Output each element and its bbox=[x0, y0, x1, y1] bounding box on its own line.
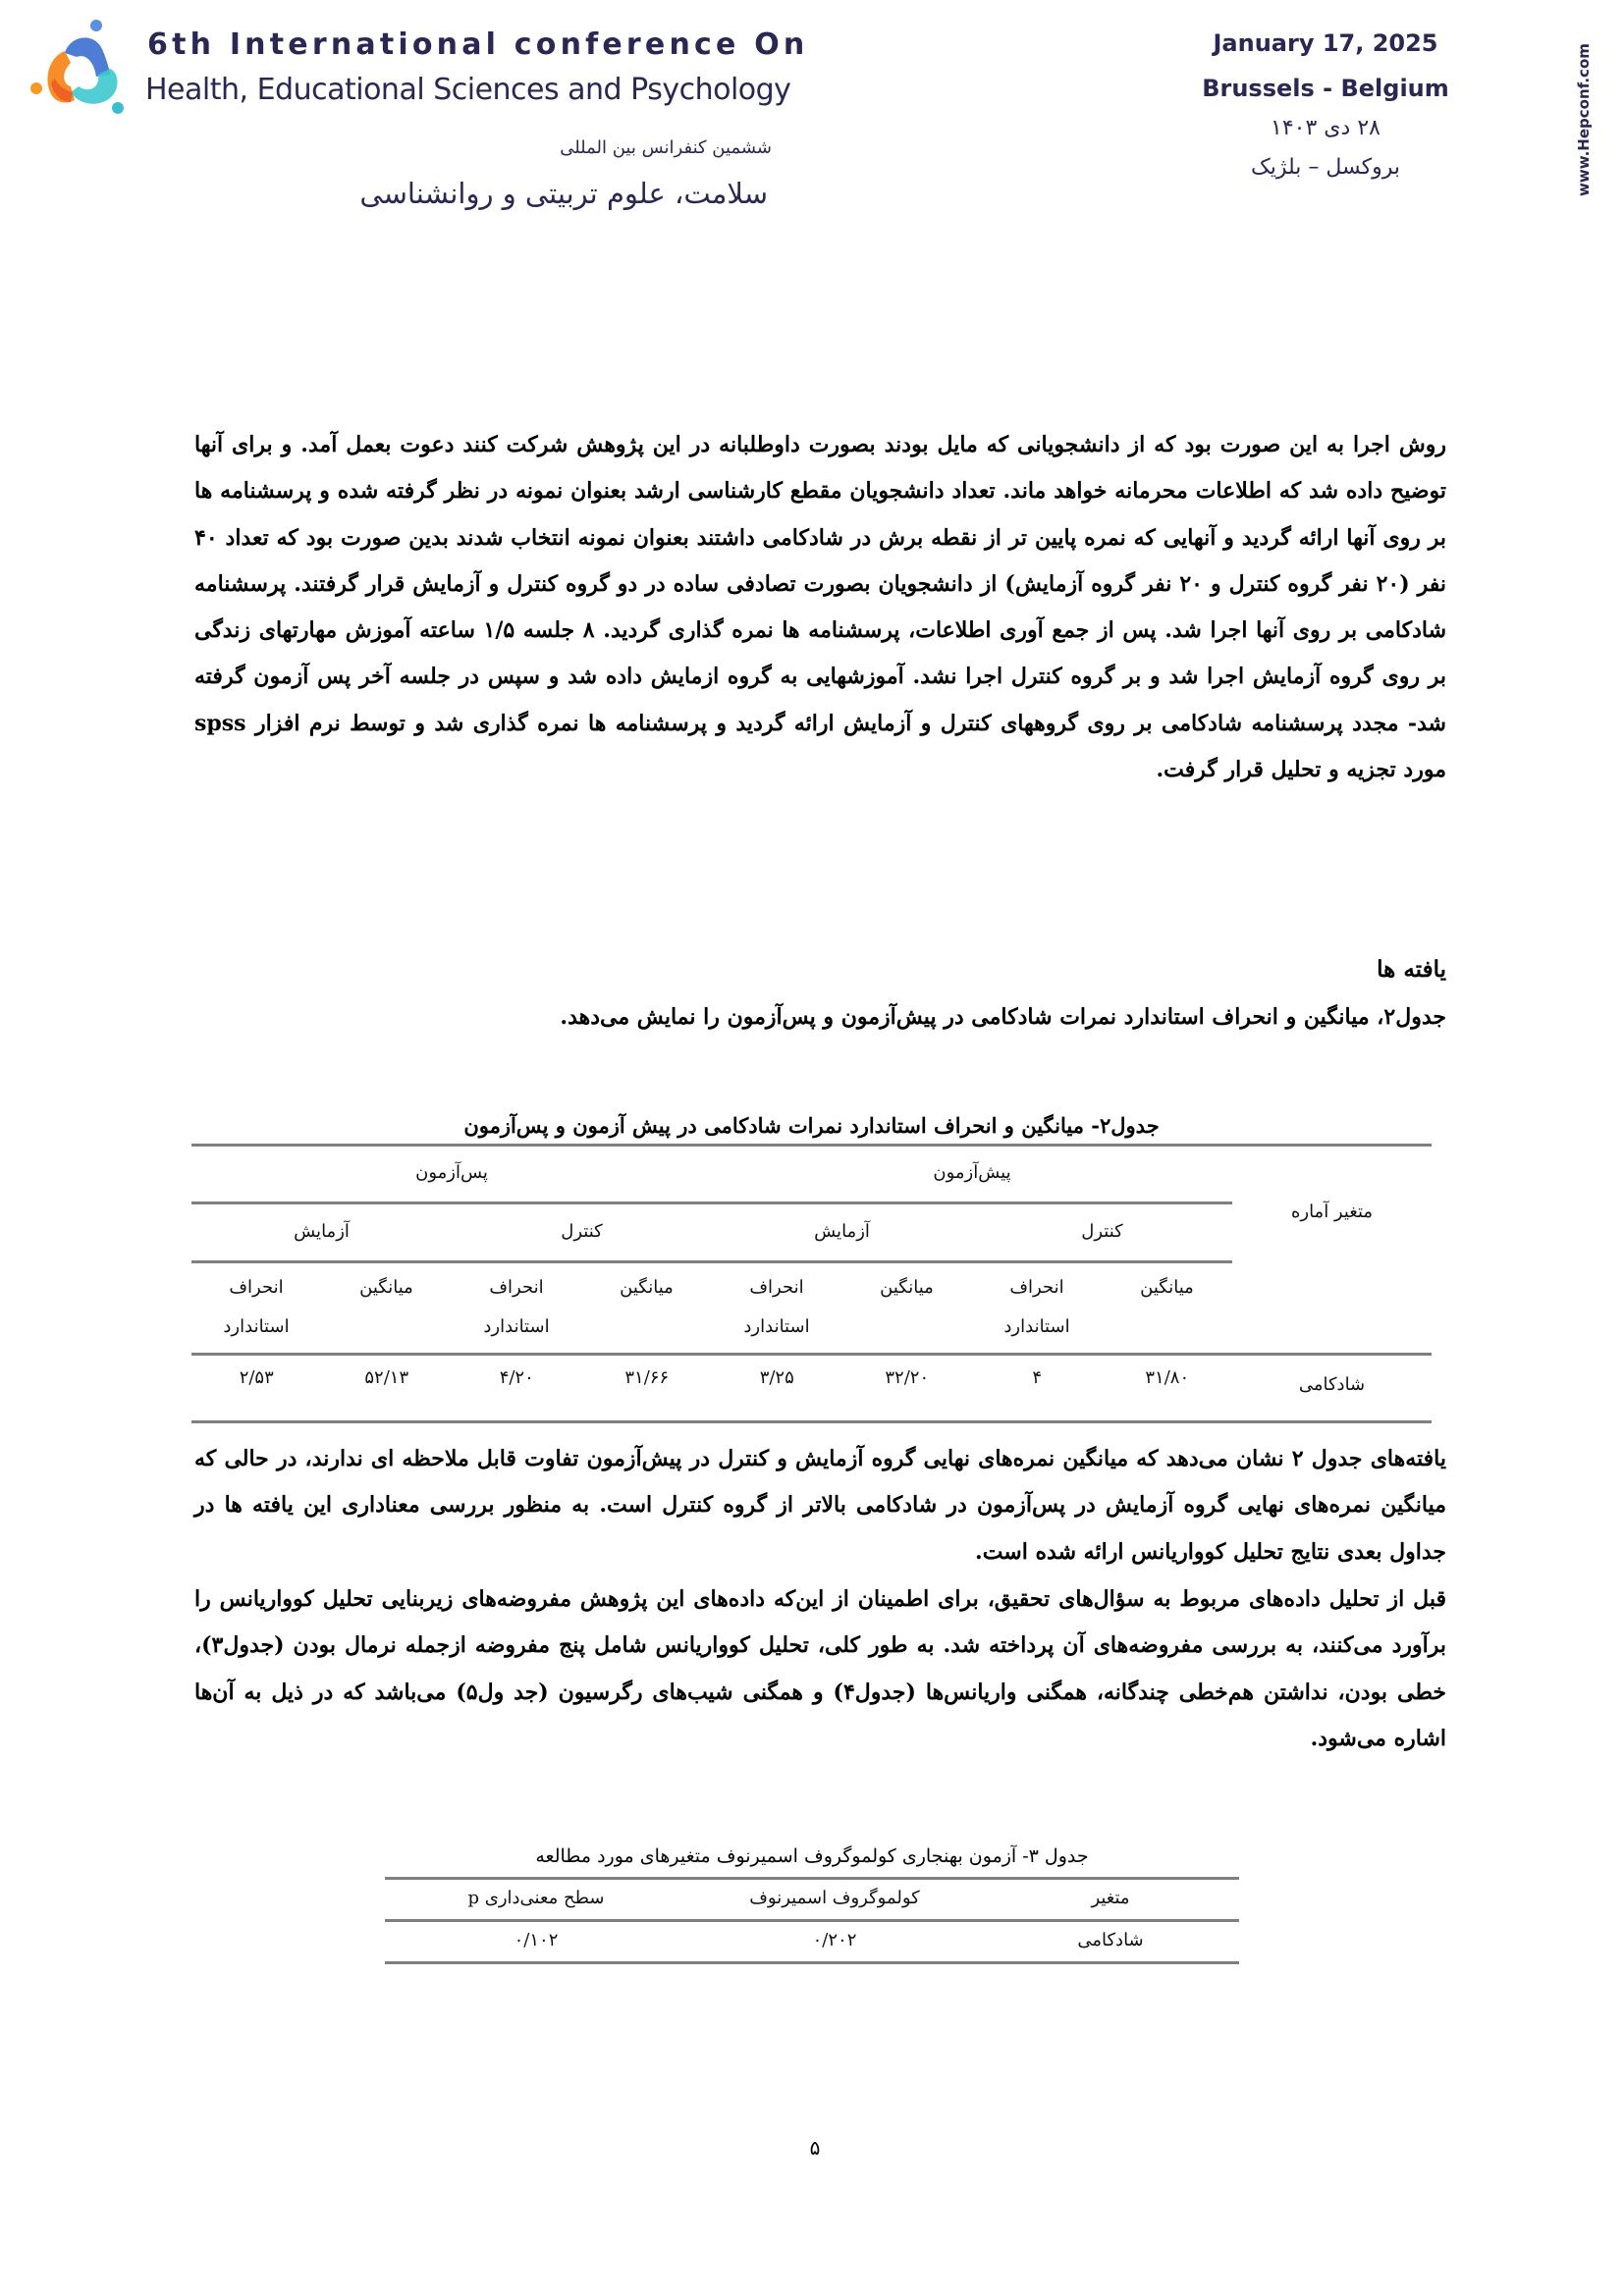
table2-value-cell: ۳/۲۵ bbox=[759, 1367, 794, 1388]
table2-stat-label: میانگین bbox=[359, 1277, 413, 1298]
table2-discussion-paragraph: یافته‌های جدول ۲ نشان می‌دهد که میانگین نمره‌های نهایی گروه آزمایش و کنترل در پیش‌آزمون تفاوت قابل ملاحظه ای ندارند، در حالی که میانگین نمره‌های نهایی گروه آزمایش در پس‌آزمون در شادکامی بالاتر از گروه کنترل است. به منظور بررسی معناداری این یافته ها در جداول بعدی نتایج تحلیل کوواریانس ارائه شده است. bbox=[194, 1446, 1446, 1565]
table3-header-p: سطح معنی‌داری p bbox=[467, 1888, 605, 1908]
table3-caption: جدول ۳- آزمون بهنجاری کولموگروف اسمیرنوف متغیرهای مورد مطالعه bbox=[535, 1845, 1089, 1867]
conference-date-fa: ۲۸ دی ۱۴۰۳ bbox=[1271, 116, 1380, 140]
conference-location-fa: بروکسل – بلژیک bbox=[1251, 155, 1400, 180]
table2-value-cell: ۳۲/۲۰ bbox=[885, 1367, 930, 1388]
conference-title-line1: 6th International conference On bbox=[147, 27, 809, 62]
conference-location-en: Brussels - Belgium bbox=[1202, 75, 1449, 102]
table3-cell-p: ۰/۱۰۲ bbox=[514, 1930, 559, 1950]
table2-caption: جدول۲- میانگین و انحراف استاندارد نمرات شادکامی در پیش آزمون و پس‌آزمون bbox=[463, 1113, 1160, 1138]
table2-subgroup-post-experiment: آزمایش bbox=[294, 1221, 350, 1242]
table2-value-cell: ۳۱/۸۰ bbox=[1145, 1367, 1190, 1388]
table2-value-cell: ۳۱/۶۶ bbox=[624, 1367, 670, 1388]
table2-group-pretest: پیش‌آزمون bbox=[933, 1162, 1011, 1183]
ancova-assumptions-paragraph: قبل از تحلیل داده‌های مربوط به سؤال‌های تحقیق، برای اطمینان از این‌که داده‌های این پژوهش مفروضه‌های زیربنایی تحلیل کوواریانس را برآورد می‌کنند، به بررسی مفروضه‌های آن پرداخته شد. به طور کلی، تحلیل کوواریانس شامل پنج مفروضه ازجمله نرمال بودن (جدول۳)، خطی بودن، نداشتن هم‌خطی چندگانه، همگنی واریانس‌ها (جدول۴) و همگنی شیب‌های رگرسیون (جد ول۵) می‌باشد که در ذیل به آن‌ها اشاره می‌شود. bbox=[194, 1586, 1446, 1751]
table2-stat-label: میانگین bbox=[880, 1277, 934, 1298]
table3-bottom-rule bbox=[385, 1961, 1239, 1964]
table2-row-header: متغیر آماره bbox=[1290, 1201, 1374, 1222]
table2-bottom-rule bbox=[191, 1420, 1432, 1423]
table2-subgroup-pre-experiment: آزمایش bbox=[814, 1221, 870, 1242]
table2-subgroup-pre-control: کنترل bbox=[1081, 1221, 1123, 1242]
table2-stat-label: انحراف استاندارد bbox=[483, 1277, 550, 1337]
table2-stat-label: میانگین bbox=[620, 1277, 674, 1298]
table2-variable-cell: شادکامی bbox=[1298, 1374, 1366, 1395]
table2-top-rule bbox=[191, 1144, 1432, 1147]
table3-cell-ks: ۰/۲۰۲ bbox=[812, 1930, 857, 1950]
table2-stat-label: انحراف استاندارد bbox=[1003, 1277, 1070, 1337]
method-paragraph: روش اجرا به این صورت بود که از دانشجویانی که مایل بودند بصورت داوطلبانه در این پژوهش شرکت کنند دعوت بعمل آمد. و برای آنها توضیح داده شد که اطلاعات محرمانه خواهد ماند. تعداد دانشجویان مقطع کارشناسی ارشد بعنوان نمونه در نظر گرفته شده و پرسشنامه ها بر روی آنها ارائه گردید و آنهایی که نمره پایین تر از نقطه برش در شادکامی داشتند بعنوان نمونه انتخاب شدند بدین صورت بود که تعداد ۴۰ نفر (۲۰ نفر گروه کنترل و ۲۰ نفر گروه آزمایش) از دانشجویان بصورت تصادفی ساده در دو گروه کنترل و آزمایش قرار گرفتند. پرسشنامه شادکامی بر روی آنها اجرا شد. پس از جمع آوری اطلاعات، پرسشنامه ها نمره گذاری گردید. ۸ جلسه ۱/۵ ساعته آموزش مهارتهای زندگی بر روی گروه آزمایش اجرا شد و بر گروه کنترل اجرا نشد. آموزشهایی به گروه ازمایش داده شد و سپس در جلسه آخر پس آزمون گرفته شد- مجدد پرسشنامه شادکامی بر روی گروههای کنترل و آزمایش ارائه گردید و پرسشنامه ها نمره گذاری شد و توسط نرم افزار spss مورد تجزیه و تحلیل قرار گرفت. bbox=[194, 432, 1447, 783]
conference-date-en: January 17, 2025 bbox=[1213, 29, 1438, 57]
table2-value-cell: ۴ bbox=[1032, 1367, 1043, 1388]
table3-cell-variable: شادکامی bbox=[1077, 1930, 1144, 1950]
table2-stat-label: انحراف استاندارد bbox=[743, 1277, 810, 1337]
table2-value-cell: ۲/۵۳ bbox=[239, 1367, 274, 1388]
table2-subgroup-rule bbox=[191, 1260, 1232, 1263]
page-number: ۵ bbox=[809, 2136, 821, 2160]
website-link[interactable]: www.Hepconf.com bbox=[1575, 43, 1593, 196]
findings-heading: یافته ها bbox=[1377, 956, 1446, 983]
conference-logo-icon bbox=[26, 14, 128, 116]
table2-header-rule bbox=[191, 1353, 1432, 1356]
table2-group-rule bbox=[191, 1201, 1232, 1204]
table3-header-ks: کولموگروف اسمیرنوف bbox=[749, 1888, 920, 1908]
findings-intro: جدول۲، میانگین و انحراف استاندارد نمرات شادکامی در پیش‌آزمون و پس‌آزمون را نمایش می‌دهد. bbox=[560, 1004, 1446, 1030]
table2-stat-label: میانگین bbox=[1140, 1277, 1194, 1298]
table3-header-variable: متغیر bbox=[1091, 1888, 1130, 1908]
conference-title-fa-line2: سلامت، علوم تربیتی و روانشناسی bbox=[359, 177, 768, 210]
table2-stat-label: انحراف استاندارد bbox=[223, 1277, 290, 1337]
table2-subgroup-post-control: کنترل bbox=[561, 1221, 603, 1242]
conference-title-fa-line1: ششمین کنفرانس بین المللی bbox=[560, 137, 772, 158]
table2-group-posttest: پس‌آزمون bbox=[415, 1162, 488, 1183]
table2-value-cell: ۵۲/۱۳ bbox=[364, 1367, 409, 1388]
table2-value-cell: ۴/۲۰ bbox=[499, 1367, 534, 1388]
conference-title-line2: Health, Educational Sciences and Psychology bbox=[145, 73, 791, 107]
